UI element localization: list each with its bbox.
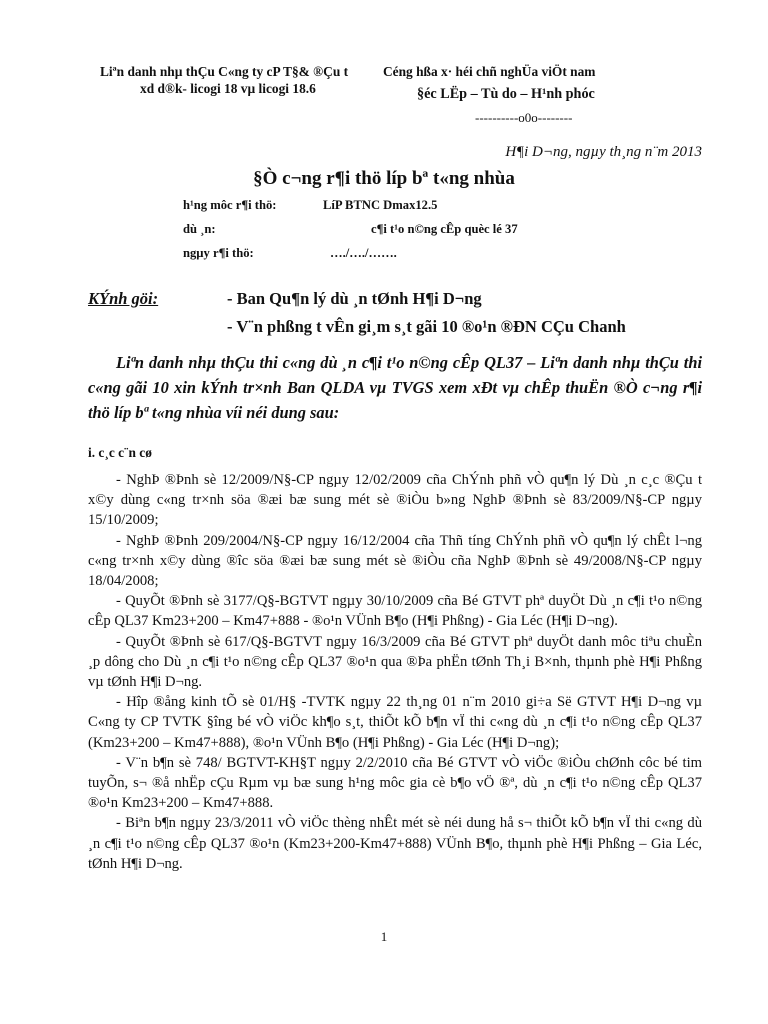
contractor-name-line1: Liªn danh nhµ thÇu C«ng ty cP T§& ®Çu t <box>100 64 349 79</box>
national-header <box>383 63 713 126</box>
recipient-line: - V¨n phßng t vÊn gi¸m s¸t gãi 10 ®o¹n ®ÐN CÇu Chanh <box>227 317 626 336</box>
section-heading: i. c¸c c¨n cø <box>88 445 152 460</box>
meta-label: dù ¸n: <box>183 222 216 236</box>
legal-basis-item: - QuyÕt ®Þnh sè 3177/Q§-BGTVT ngµy 30/10/2009 cña Bé GTVT phª duyÖt Dù ¸n c¶i t¹o n©ng cÊp QL37 Km23+200 – Km47+888 - ®o¹n VÜnh B¶o (H¶i Phßng) - Gia Léc (H¶i D¬ng). <box>88 593 702 630</box>
contractor-name-line2: xd d®k- licogi 18 vµ licogi 18.6 <box>140 81 316 96</box>
addressee-label: KÝnh göi: <box>88 289 159 308</box>
legal-basis-item: - Biªn b¶n ngµy 23/3/2011 vÒ viÖc thèng nhÊt mét sè néi dung hå s¬ thiÕt kÕ b¶n vÏ thi c«ng dù ¸n c¶i t¹o n©ng cÊp QL37 ®o¹n (Km23+200-Km47+888) VÜnh B¶o, thµnh phè H¶i Phßng – Gia Léc, tØnh H¶i D¬ng. <box>88 815 702 872</box>
legal-basis-item: - NghÞ ®Þnh sè 12/2009/N§-CP ngµy 12/02/2009 cña ChÝnh phñ vÒ qu¶n lý Dù ¸n c¸c ®Çu t x©y dùng c«ng tr×nh söa ®æi bæ sung mét sè ®iÒu b»ng NghÞ ®Þnh sè 83/2009/N§-CP ngµy 15/10/2009; <box>88 472 702 529</box>
legal-basis-item: - V¨n b¶n sè 748/ BGTVT-KH§T ngµy 2/2/2010 cña Bé GTVT vÒ viÖc ®iÒu chØnh côc bé tim tuyÕn, s¬ ®å nhËp cÇu Rµm vµ bæ sung h¹ng môc gia cè b¶o vÖ ®ª, dù ¸n c¶i t¹o n©ng cÊp QL37 ®o¹n Km23+200 – Km47+888. <box>88 754 702 812</box>
recipient-line: - Ban Qu¶n lý dù ¸n tØnh H¶i D¬ng <box>227 289 482 308</box>
document-title: §Ò c¬ng r¶i thö líp bª t«ng nhùa <box>253 168 515 189</box>
page-number: 1 <box>380 929 388 944</box>
legal-basis-list <box>88 470 702 874</box>
meta-value: c¶i t¹o n©ng cÊp quèc lé 37 <box>371 222 518 236</box>
document-date: H¶i D¬ng, ngµy th¸ng n¨m 2013 <box>505 144 702 160</box>
meta-label: h¹ng môc r¶i thö: <box>183 198 277 212</box>
legal-basis-item: - Hîp ®ång kinh tÕ sè 01/H§ -TVTK ngµy 22 th¸ng 01 n¨m 2010 gi÷a Së GTVT H¶i D¬ng vµ C«ng ty CP TVTK §îng bé vÒ viÖc kh¶o s¸t, thiÕt kÕ b¶n vÏ thi c«ng dù ¸n c¶i t¹o n©ng cÊp QL37 (Km23+200 – Km47+888), ®o¹n VÜnh B¶o (H¶i Phßng) - Gia Léc (H¶i D¬ng); <box>88 694 702 751</box>
intro-paragraph: Liªn danh nhµ thÇu thi c«ng dù ¸n c¶i t¹o n©ng cÊp QL37 – Liªn danh nhµ thÇu thi c«ng gãi 10 xin kÝnh tr×nh Ban QLDA vµ TVGS xem xÐt vµ chÊp thuËn ®Ò c¬ng r¶i thö líp bª t«ng nhùa víi néi dung sau: <box>88 353 702 422</box>
legal-basis-item: - QuyÕt ®Þnh sè 617/Q§-BGTVT ngµy 16/3/2009 cña Bé GTVT phª duyÖt danh môc tiªu chuÈn ¸p dông cho Dù ¸n c¶i t¹o n©ng cÊp QL37 ®o¹n qua ®Þa phËn tØnh Th¸i B×nh, thµnh phè H¶i Phßng vµ tØnh H¶i D¬ng. <box>88 633 702 691</box>
meta-row <box>183 222 518 237</box>
contractor-header <box>100 63 400 97</box>
meta-value: LíP BTNC Dmax12.5 <box>323 198 438 212</box>
meta-label: ngµy r¶i thö: <box>183 246 254 260</box>
national-title: Céng hßa x· héi chñ nghÜa viÖt nam <box>383 64 596 79</box>
header-ornament: ----------o0o-------- <box>475 110 573 125</box>
national-motto: §éc LËp – Tù do – H¹nh phóc <box>417 86 595 102</box>
meta-row <box>183 246 397 261</box>
meta-value: …./…./……. <box>330 246 397 260</box>
legal-basis-item: - NghÞ ®Þnh 209/2004/N§-CP ngµy 16/12/2004 cña Thñ tíng ChÝnh phñ vÒ qu¶n lý chÊt l¬ng c«ng tr×nh x©y dùng ®îc söa ®æi bæ sung mét sè ®iÒu cña NghÞ ®Þnh sè 49/2008/N§-CP ngµy 18/04/2008; <box>88 532 702 590</box>
meta-row <box>183 198 438 213</box>
